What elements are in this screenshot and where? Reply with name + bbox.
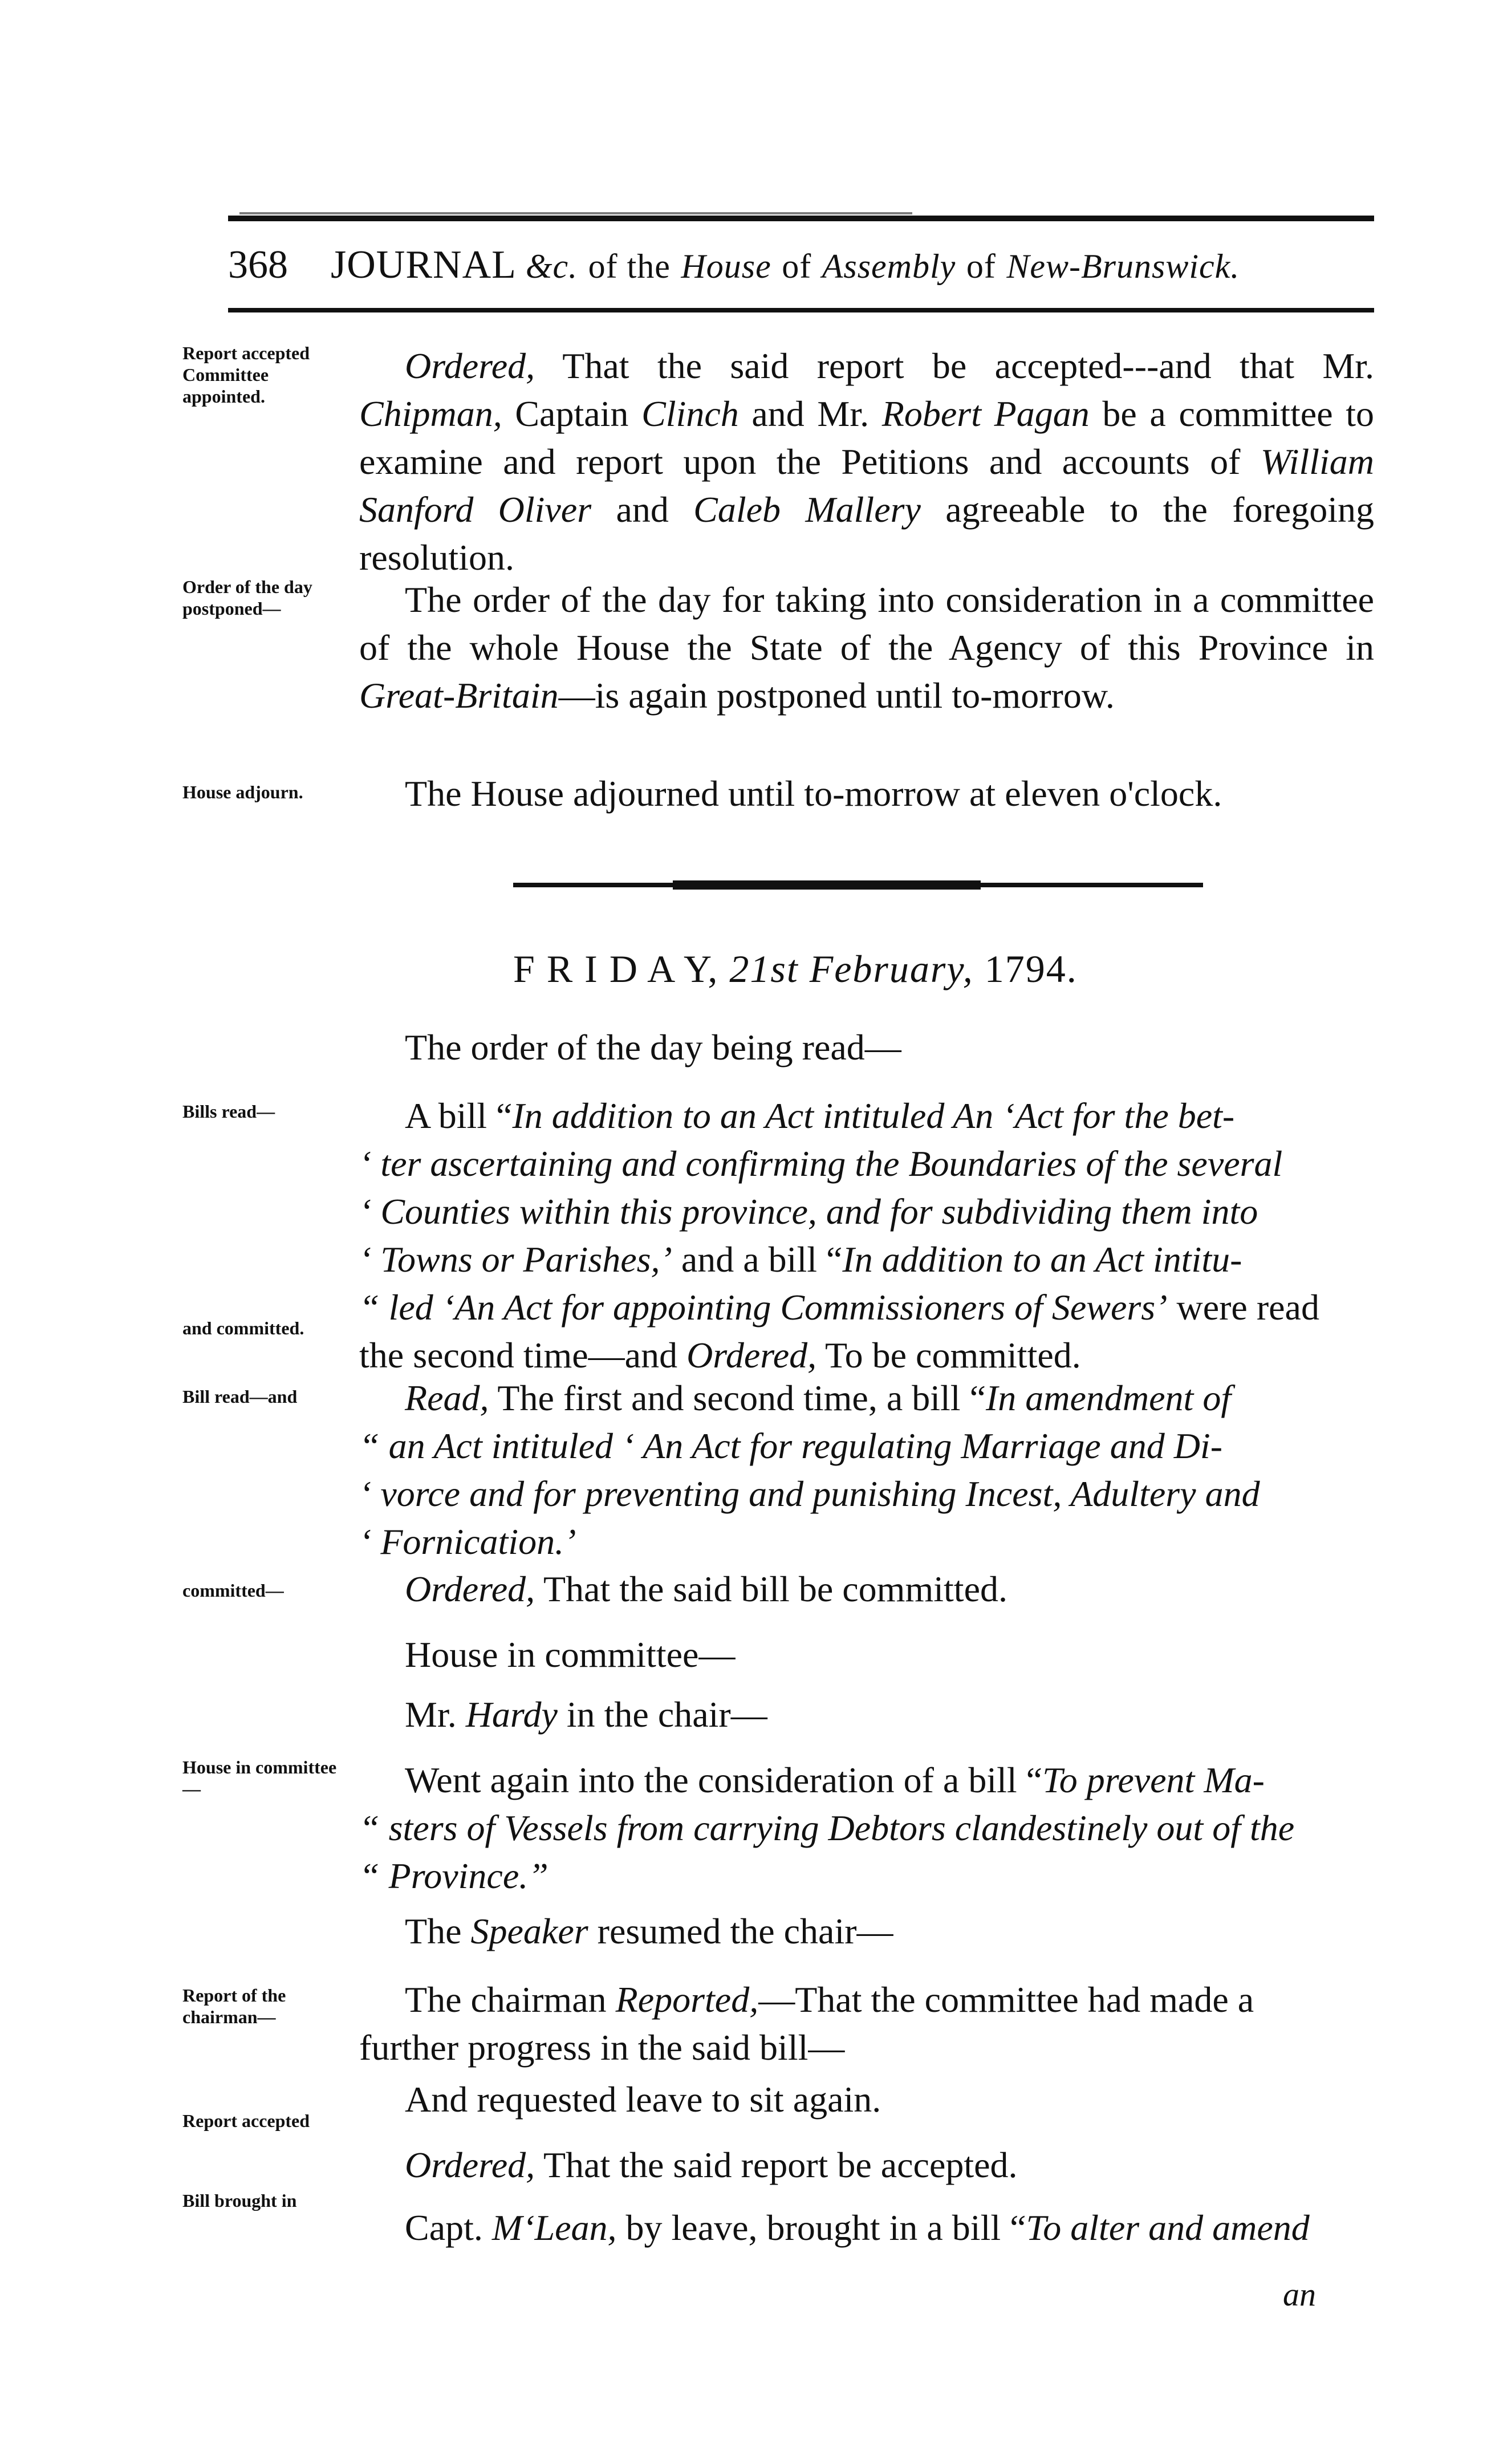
of-the: of the [588,247,671,285]
heading-day: F R I D A Y, [513,947,719,991]
p2-text-a: The order of the day for taking into consideration in a committee of the whole House the State of the Agency of this Province in [359,579,1374,668]
p15-text-b: by leave, brought in a bill “ [625,2207,1026,2248]
paragraph-report-accepted [359,2141,1374,2189]
p9-text-b: in the chair— [566,1694,767,1735]
p11-text-b: resumed the chair— [597,1911,893,1951]
p6-line-3: ‘ vorce and for preventing and punishing Incest, Adultery and [359,1473,1260,1514]
p6-text-a: The first and second time, a bill “ [497,1378,986,1418]
p5-line-6c: To be committed. [825,1335,1081,1375]
p12-text-c: further progress in the said bill— [359,2027,845,2068]
paragraph-order-read [359,1024,1374,1071]
paragraph-chairman-reported [359,1976,1374,2072]
p1-text-e: and [616,489,669,530]
margin-note-committed: and committed. [182,1318,304,1338]
running-header [228,242,1374,299]
paragraph-bill-committed [359,1565,1374,1613]
name-mclean: M‘Lean, [491,2207,617,2248]
journal-title: JOURNAL [331,243,515,287]
section-divider-ornament [673,880,981,890]
p12-text-a: The chairman [405,1979,607,2020]
margin-note-committed-2: committed— [182,1580,284,1601]
p11-text-a: The [405,1911,462,1951]
p7-text: That the said bill be committed. [543,1569,1007,1609]
p1-text-d: be a committee to examine and report upon the Petitions and accounts of [359,393,1375,482]
assembly: Assembly [822,247,956,285]
p12-text-b: —That the committee had made a [758,1979,1254,2020]
name-clinch: Clinch [641,393,739,434]
heading-date: 21st February, [729,947,974,991]
margin-note-bill-brought-in: Bill brought in [182,2190,297,2211]
running-head [331,242,1240,288]
margin-note-report-accepted: Report accepted Committee appointed. [182,343,310,407]
p15-text-a: Capt. [405,2207,483,2248]
top-thin-rule [239,212,912,214]
p5-line-4b: and a bill “ [681,1239,843,1280]
paragraph-bill-read [359,1374,1374,1566]
margin-note-house-adjourn: House adjourn. [182,782,303,802]
of-1: of [782,247,812,285]
date-heading [513,947,1311,992]
ordered-word-3: Ordered, [405,2145,535,2185]
paragraph-leave-to-sit [359,2076,1374,2124]
p1-text-f: agreeable to the foregoing resolution. [359,489,1375,578]
paragraph-bill-brought-in [359,2204,1374,2252]
province: New-Brunswick. [1006,247,1240,285]
speaker-word: Speaker [470,1911,588,1951]
page-number: 368 [228,243,288,287]
paragraph-order-postponed [359,576,1374,720]
paragraph-house-adjourned [359,770,1374,818]
name-pagan: Robert Pagan [881,393,1090,434]
p5-line-4c: In addition to an Act intitu- [842,1239,1242,1280]
p5-line-6a: the second time—and [359,1335,678,1375]
paragraph-bills-read [359,1092,1374,1379]
p5-line-6b: Ordered, [686,1335,817,1375]
p10-line-1: To prevent Ma- [1042,1760,1265,1800]
read-word: Read, [405,1378,489,1418]
house: House [681,247,771,285]
p5-line-5a: “ led ‘An Act for appointing Commissioners of Sewers’ [359,1287,1168,1328]
catchword: an [1283,2276,1316,2313]
p9-text-a: Mr. [405,1694,457,1735]
margin-note-report-of-chairman: Report of the chairman— [182,1985,286,2027]
p10-line-3: “ Province.” [359,1856,549,1896]
p5-text-a: A bill “ [405,1095,513,1136]
ordered-word: Ordered, [405,346,535,386]
of-2: of [966,247,996,285]
margin-note-bill-read: Bill read—and [182,1386,298,1407]
p3-text: The House adjourned until to-morrow at eleven o'clock. [405,773,1222,814]
p2-text-b: —is again postponed until to-morrow. [558,675,1115,716]
etc: &c. [525,247,578,285]
paragraph-speaker-resumed [359,1907,1374,1955]
place-great-britain: Great-Britain [359,675,559,716]
p8-text: House in committee— [405,1634,736,1675]
ordered-word-2: Ordered, [405,1569,535,1609]
paragraph-hardy-chair [359,1691,1374,1739]
p5-line-2: ‘ ter ascertaining and confirming the Boundaries of the several [359,1143,1283,1184]
name-hardy: Hardy [465,1694,558,1735]
paragraph-house-in-committee [359,1631,1374,1679]
name-mallery: Caleb Mallery [693,489,921,530]
margin-note-bills-read: Bills read— [182,1101,275,1122]
name-oliver: William Sanford Oliver [359,441,1375,530]
p4-text: The order of the day being read— [405,1027,901,1067]
p6-line-4: ‘ Fornication.’ [359,1521,576,1562]
p1-text-c: and Mr. [751,393,870,434]
p5-line-4a: ‘ Towns or Parishes,’ [359,1239,672,1280]
p10-text-a: Went again into the consideration of a bill “ [405,1760,1043,1800]
reported-word: Reported, [615,1979,759,2020]
p6-line-2: “ an Act intituled ‘ An Act for regulating Marriage and Di- [359,1426,1222,1466]
top-rule [228,216,1374,221]
heading-year: 1794. [984,947,1078,991]
p6-line-1: In amendment of [985,1378,1232,1418]
paragraph-consideration-bill [359,1756,1374,1900]
p1-text-a: That the said report be accepted---and that Mr. [562,346,1375,386]
p15-text-c: To alter and amend [1026,2207,1310,2248]
p5-line-1: In addition to an Act intituled An ‘Act for the bet- [512,1095,1235,1136]
p10-line-2: “ sters of Vessels from carrying Debtors clandestinely out of the [359,1808,1295,1848]
margin-note-order-postponed: Order of the day postponed— [182,577,312,619]
p1-text-b: Captain [515,393,629,434]
header-rule [228,308,1374,312]
paragraph-committee-appointed [359,342,1374,582]
p5-line-3: ‘ Counties within this province, and for subdividing them into [359,1191,1258,1232]
p5-line-5b: were read [1176,1287,1319,1328]
p13-text: And requested leave to sit again. [405,2079,881,2120]
margin-note-report-accepted-2: Report accepted [182,2110,310,2131]
name-chipman: Chipman, [359,393,502,434]
p14-text: That the said report be accepted. [543,2145,1018,2185]
margin-note-house-in-committee: House in committee— [182,1757,337,1799]
